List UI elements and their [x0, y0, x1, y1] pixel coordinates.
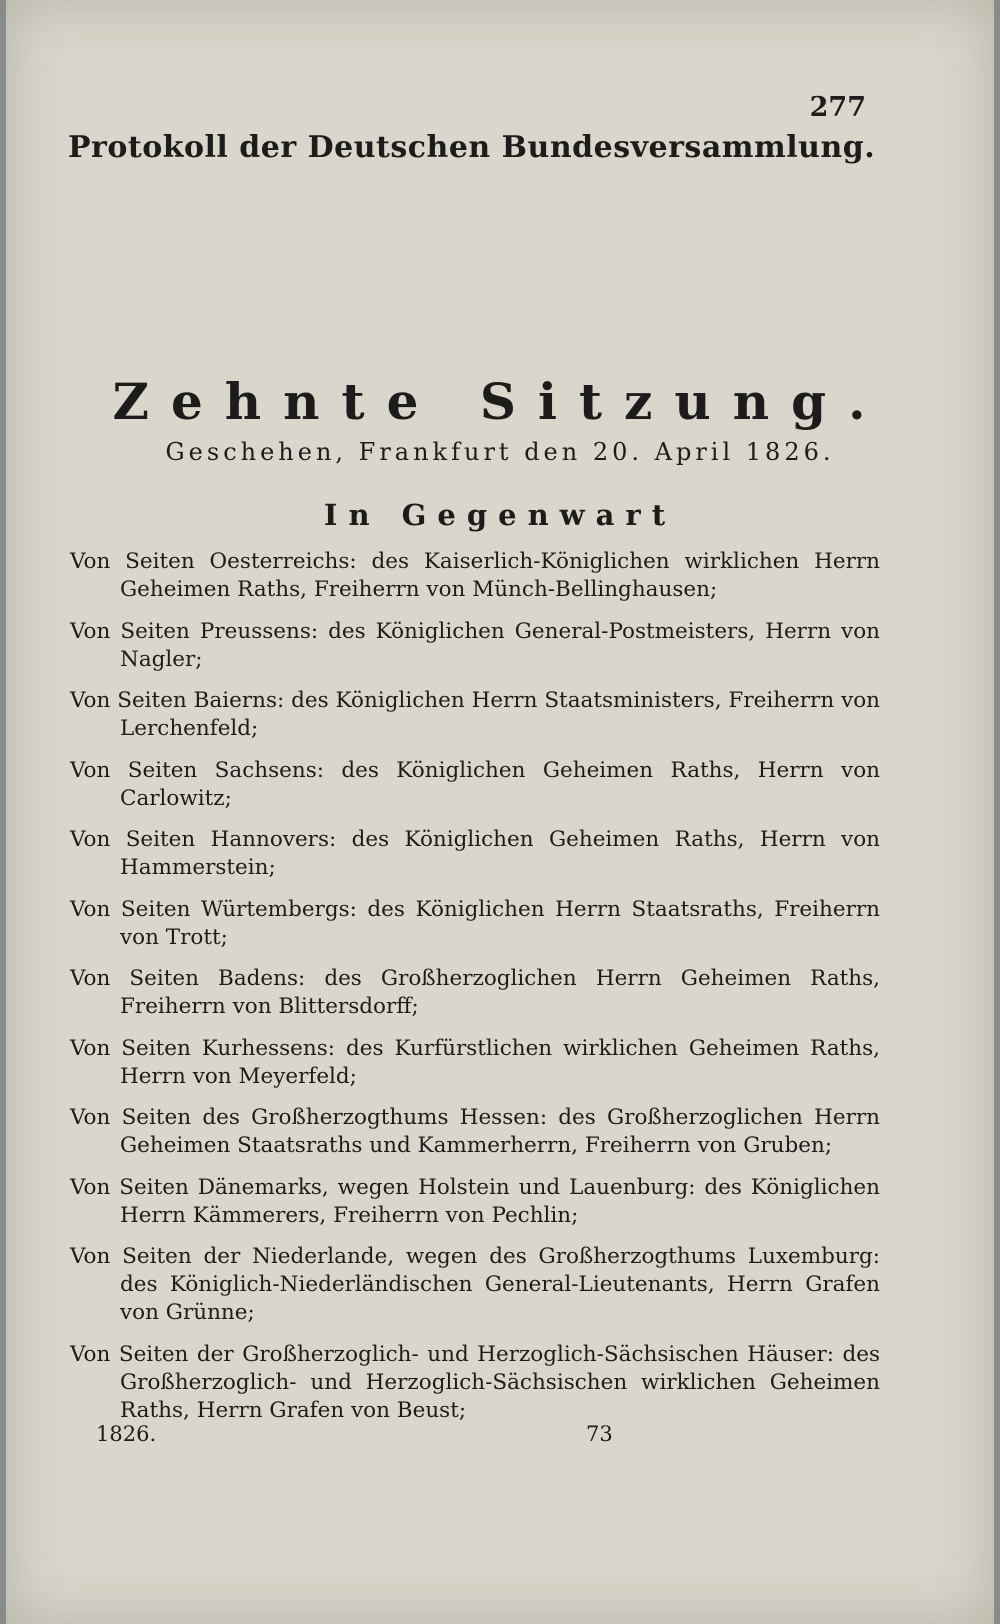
delegate-entry-netherlands: Von Seiten der Niederlande, wegen des Großherzogthums Luxemburg: des Königlich-Niederländischen General-Lieutenants, Herrn Grafen von Grünne; [70, 1244, 880, 1325]
session-title: Zehnte Sitzung. [112, 372, 888, 431]
delegate-list [70, 548, 880, 1438]
delegate-entry-bavaria: Von Seiten Baierns: des Königlichen Herrn Staatsministers, Freiherrn von Lerchenfeld; [70, 688, 880, 741]
footer-year: 1826. [96, 1422, 157, 1446]
delegate-entry-prussia: Von Seiten Preussens: des Königlichen General-Postmeisters, Herrn von Nagler; [70, 618, 880, 672]
delegate-entry-hanover: Von Seiten Hannovers: des Königlichen Geheimen Raths, Herrn von Hammerstein; [70, 827, 880, 880]
delegate-entry-baden: Von Seiten Badens: des Großherzoglichen Herrn Geheimen Raths, Freiherrn von Blittersdorff; [70, 966, 880, 1019]
document-page [6, 0, 994, 1624]
running-head: Protokoll der Deutschen Bundesversammlung. [68, 130, 876, 165]
delegate-entry-denmark: Von Seiten Dänemarks, wegen Holstein und Lauenburg: des Königlichen Herrn Kämmerers, Freiherrn von Pechlin; [70, 1174, 880, 1228]
delegate-entry-electoral-hesse: Von Seiten Kurhessens: des Kurfürstlichen wirklichen Geheimen Raths, Herrn von Meyerfeld; [70, 1035, 880, 1089]
delegate-entry-wurttemberg: Von Seiten Würtembergs: des Königlichen Herrn Staatsraths, Freiherrn von Trott; [70, 896, 880, 950]
delegate-entry-saxony: Von Seiten Sachsens: des Königlichen Geheimen Raths, Herrn von Carlowitz; [70, 757, 880, 811]
delegate-entry-saxon-houses: Von Seiten der Großherzoglich- und Herzoglich-Sächsischen Häuser: des Großherzoglich- und Herzoglich-Sächsischen wirklichen Geheimen Raths, Herrn Grafen von Beust; [70, 1341, 880, 1423]
session-date: Geschehen, Frankfurt den 20. April 1826. [165, 438, 835, 466]
delegate-entry-grand-duchy-hesse: Von Seiten des Großherzogthums Hessen: des Großherzoglichen Herrn Geheimen Staatsraths und Kammerherrn, Freiherrn von Gruben; [70, 1105, 880, 1158]
delegate-entry-austria: Von Seiten Oesterreichs: des Kaiserlich-Königlichen wirklichen Herrn Geheimen Raths, Freiherrn von Münch-Bellinghausen; [70, 549, 880, 602]
page-number: 277 [809, 92, 866, 123]
presence-heading: In Gegenwart [323, 498, 677, 532]
signature-mark: 73 [586, 1422, 613, 1446]
